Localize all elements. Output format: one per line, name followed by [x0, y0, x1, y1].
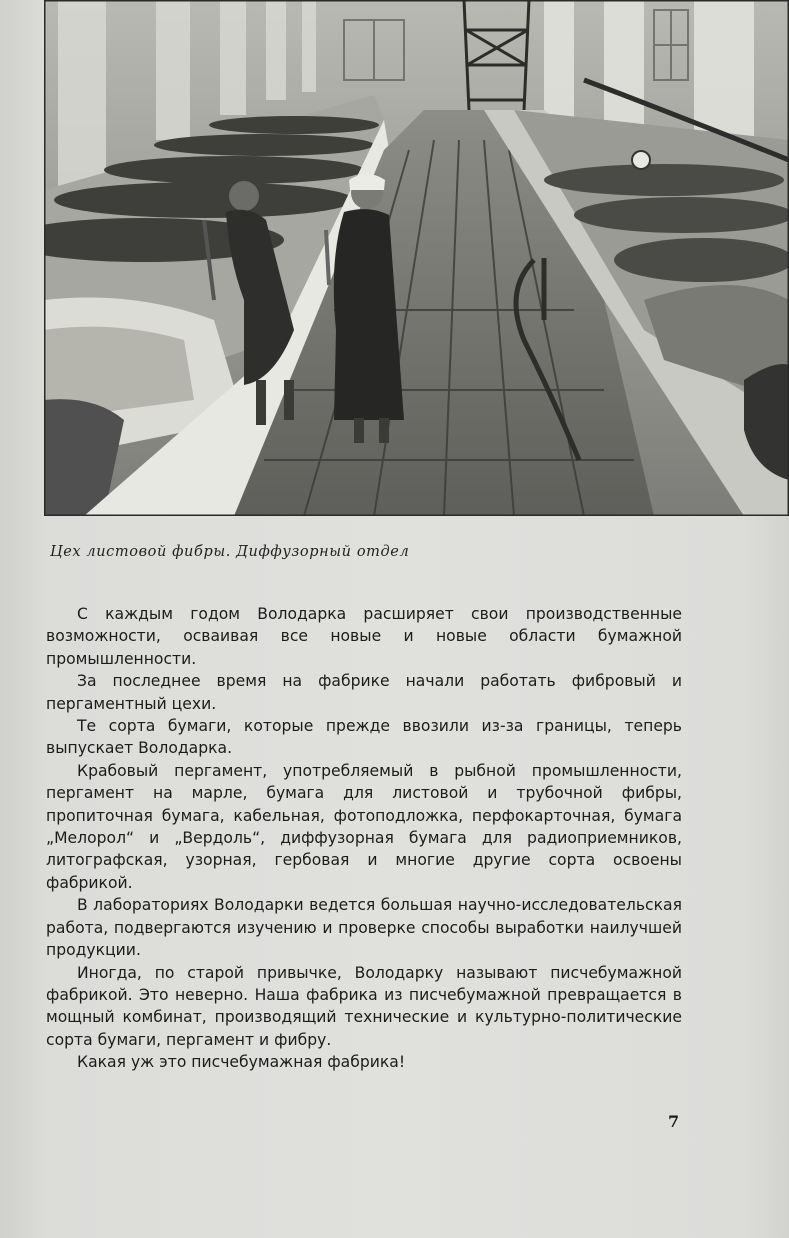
paragraph: Те сорта бумаги, которые прежде ввозили из-за границы, теперь выпускает Володарка. [46, 717, 682, 758]
paragraph: С каждым годом Володарка расширяет свои производственные возможности, осваивая все новые и новые области бумажной промышленности. [46, 605, 682, 668]
paragraph: За последнее время на фабрике начали работать фибровый и пергаментный цехи. [46, 672, 682, 713]
paragraph: Иногда, по старой привычке, Володарку называют писчебумажной фабрикой. Это неверно. Наша фабрика из писчебумажной превращается в мощный комбинат, производящий технические и культурно-политические сорта бумаги, пергамент и фибру. [46, 963, 682, 1049]
body-text [46, 603, 682, 1074]
paragraph: В лабораториях Володарки ведется большая научно-исследовательская работа, подвергаются изучению и проверке способы выработки наилучшей продукции. [46, 896, 682, 960]
photo-caption: Цех листовой фибры. Диффузорный отдел [50, 544, 410, 560]
factory-workshop-photo [44, 0, 789, 516]
page-number: 7 [668, 1112, 680, 1131]
paragraph: Какая уж это писчебумажная фабрика! [77, 1053, 406, 1072]
paragraph: Крабовый пергамент, употребляемый в рыбной промышленности, пергамент на марле, бумага для листовой и трубочной фибры, пропиточная бумага, кабельная, фотоподложка, перфокарточная, бумага „Мелорол“ и „Вердоль“, диффузорная бумага для радиоприемников, литографская, узорная, гербовая и многие другие сорта освоены фабрикой. [46, 761, 682, 892]
